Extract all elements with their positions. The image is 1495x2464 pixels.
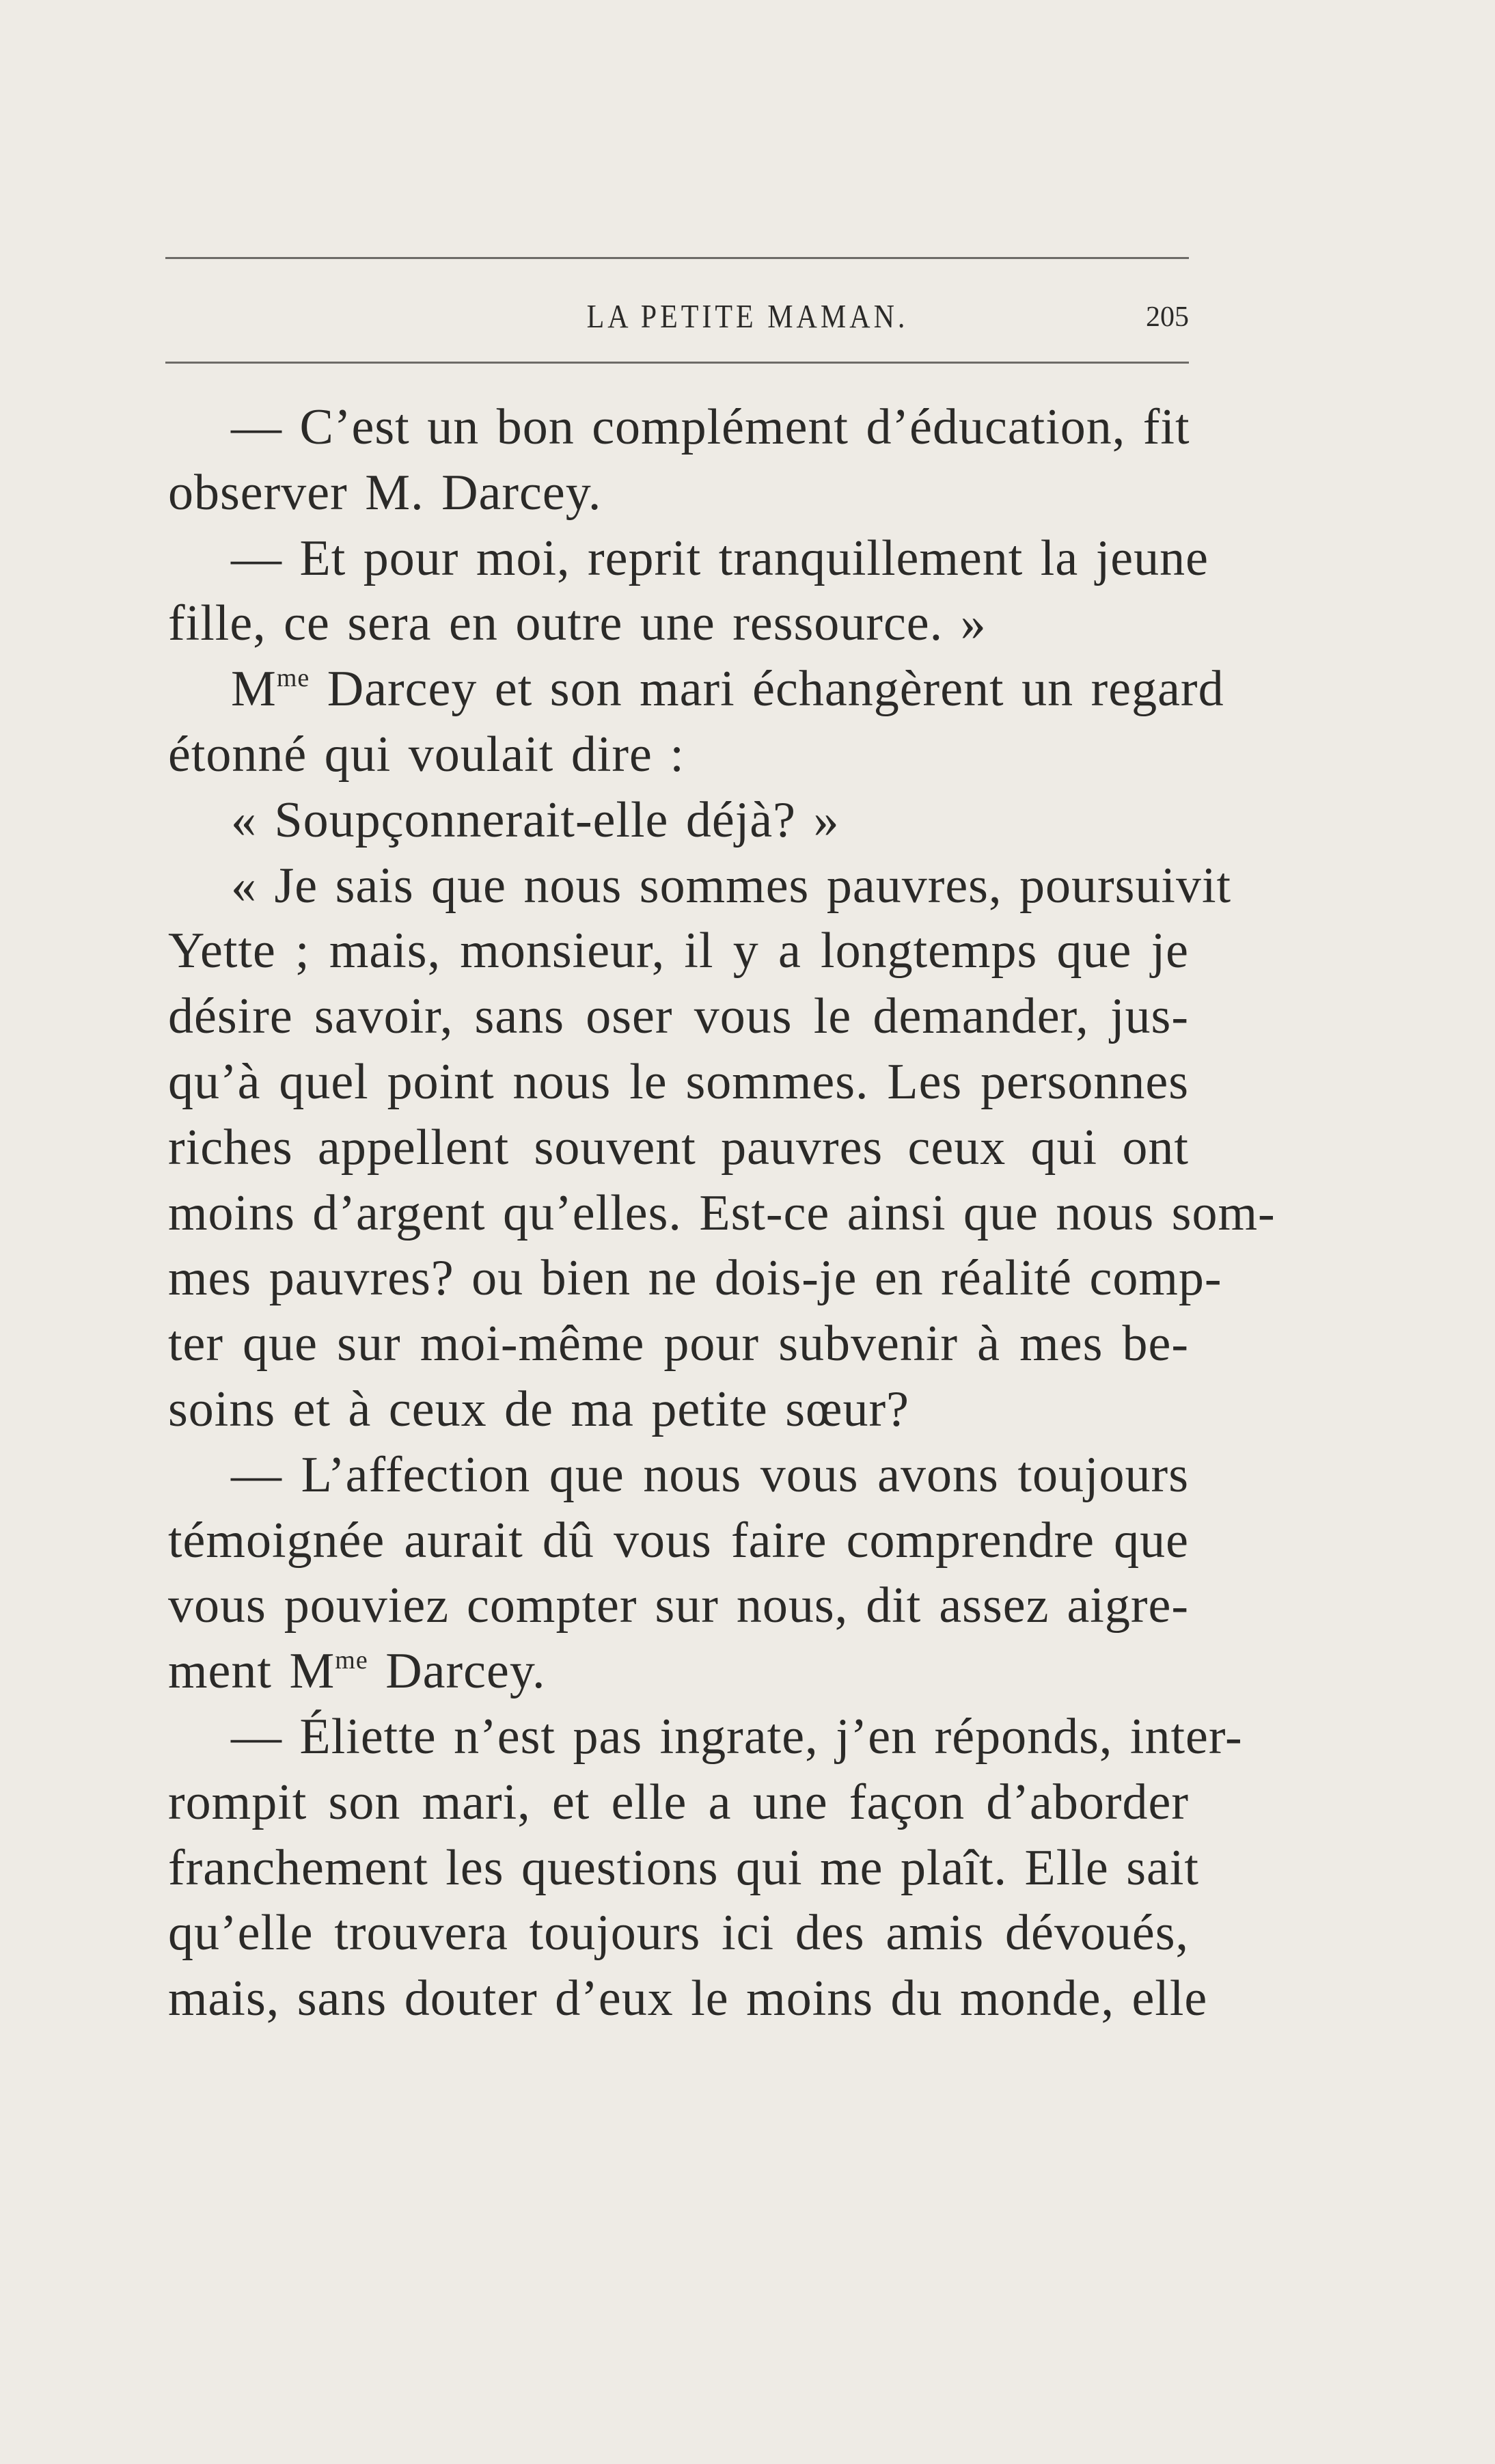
- text-line: [168, 526, 1209, 591]
- text-line-content: — L’affection que nous vous avons toujours: [231, 1446, 1189, 1503]
- page-number: 205: [1146, 301, 1189, 333]
- header-rule-bottom: [165, 362, 1189, 364]
- text-line: [168, 1311, 1189, 1377]
- text-line-content: désire savoir, sans oser vous le demander, jus-: [168, 988, 1189, 1045]
- text-line: [168, 394, 1189, 460]
- text-line: [168, 984, 1189, 1049]
- text-line: [168, 1180, 1276, 1246]
- text-line: [168, 1770, 1189, 1835]
- text-line-content: étonné qui voulait dire :: [168, 727, 685, 783]
- text-line: [168, 1573, 1189, 1638]
- text-line: [168, 722, 1189, 787]
- text-line: [168, 1900, 1189, 1966]
- text-line: [168, 1115, 1189, 1180]
- superscript-abbreviation: me: [276, 664, 310, 693]
- text-line-content: — Éliette n’est pas ingrate, j’en réponds, inter-: [231, 1709, 1243, 1765]
- text-line: [168, 1704, 1243, 1770]
- text-line-content: mais, sans douter d’eux le moins du monde, elle: [168, 1971, 1208, 2027]
- text-line-content: qu’à quel point nous le sommes. Les personnes: [168, 1054, 1189, 1110]
- text-line-content: riches appellent souvent pauvres ceux qui ont: [168, 1119, 1189, 1176]
- text-line: [168, 1377, 1189, 1442]
- text-line-content: Darcey et son mari échangèrent un regard: [310, 661, 1224, 718]
- text-line-content: moins d’argent qu’elles. Est-ce ainsi que nous som-: [168, 1184, 1276, 1241]
- text-line-content: mes pauvres? ou bien ne dois-je en réalité comp-: [168, 1250, 1222, 1307]
- running-title: LA PETITE MAMAN.: [586, 299, 909, 336]
- text-line-content: observer M. Darcey.: [168, 464, 602, 521]
- text-line: [168, 1638, 1189, 1704]
- text-line-content: qu’elle trouvera toujours ici des amis dévoués,: [168, 1905, 1189, 1962]
- text-line: [168, 1966, 1208, 2031]
- text-line-prefix: M: [231, 661, 277, 718]
- text-line-content: « Soupçonnerait-elle déjà? »: [231, 791, 840, 848]
- text-line-content: franchement les questions qui me plaît. Elle sait: [168, 1839, 1199, 1896]
- text-line-content: rompit son mari, et elle a une façon d’aborder: [168, 1774, 1189, 1830]
- text-line-content: Darcey.: [368, 1643, 546, 1700]
- text-line-content: témoignée aurait dû vous faire comprendre que: [168, 1512, 1189, 1569]
- text-line: [168, 853, 1232, 919]
- text-line-content: vous pouviez compter sur nous, dit assez aigre-: [168, 1578, 1189, 1634]
- text-line: [168, 591, 1189, 656]
- header-rule-top: [165, 257, 1189, 259]
- text-line: [168, 918, 1189, 984]
- text-line-content: — Et pour moi, reprit tranquillement la jeune: [231, 530, 1209, 586]
- text-line-content: — C’est un bon complément d’éducation, fit: [231, 399, 1190, 455]
- text-line: [168, 1245, 1222, 1311]
- text-line: [168, 460, 1189, 526]
- text-line-prefix: ment M: [168, 1643, 335, 1700]
- text-line: [168, 787, 1189, 853]
- superscript-abbreviation: me: [335, 1646, 368, 1675]
- text-line: [168, 1508, 1189, 1573]
- text-line: [168, 1835, 1199, 1901]
- text-line-content: soins et à ceux de ma petite sœur?: [168, 1381, 909, 1437]
- text-line-content: Yette ; mais, monsieur, il y a longtemps que je: [168, 923, 1189, 979]
- text-line-content: ter que sur moi-même pour subvenir à mes be-: [168, 1316, 1189, 1372]
- text-line: [168, 1049, 1189, 1115]
- text-line-content: fille, ce sera en outre une ressource. »: [168, 595, 987, 652]
- text-line: [168, 1442, 1189, 1508]
- text-line-content: « Je sais que nous sommes pauvres, poursuivit: [231, 857, 1232, 914]
- text-line: [168, 656, 1224, 722]
